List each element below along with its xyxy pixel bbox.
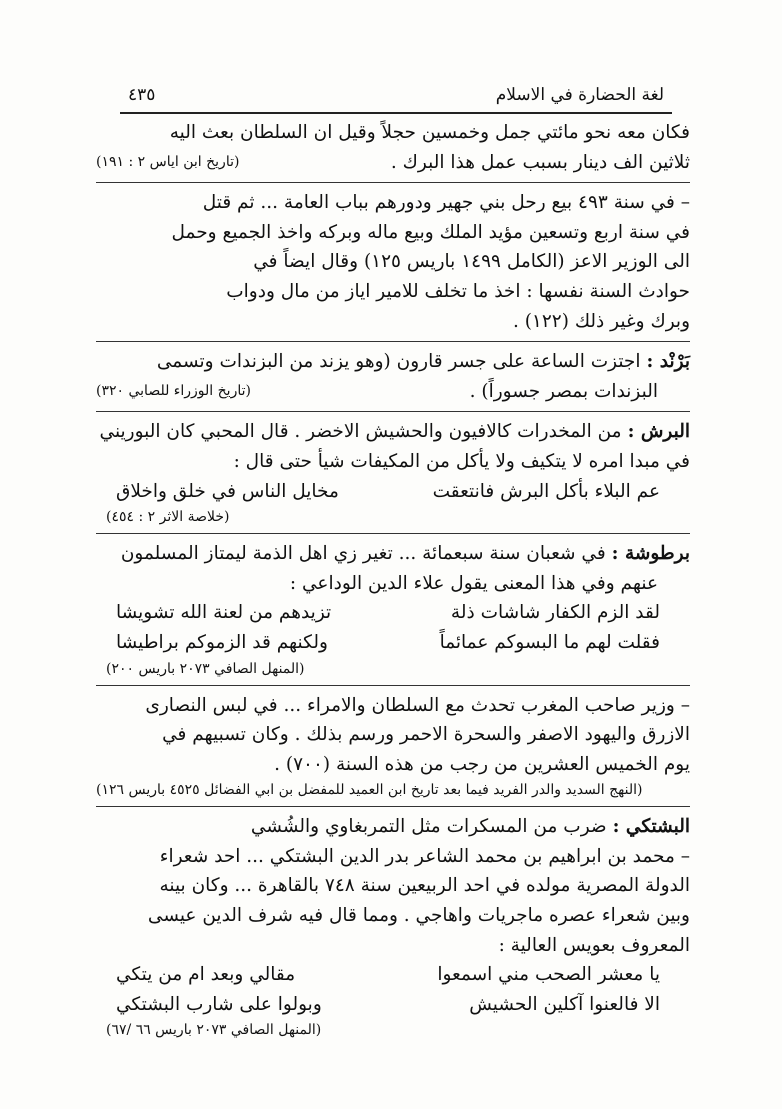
entry-barsh [96, 417, 690, 447]
separator-rule [96, 411, 690, 412]
text-line: – وزير صاحب المغرب تحدث مع السلطان والامراء ... في لبس النصارى [145, 694, 690, 716]
verse-line [96, 477, 690, 507]
verse-hemistich: مقالي وبعد ام من يتكي [116, 964, 296, 986]
entry-bashtaki [96, 812, 690, 842]
entry-term: بَرْنْد : [646, 351, 690, 373]
verse-hemistich: يا معشر الصحب مني اسمعوا [437, 964, 660, 986]
text-line: – في سنة ٤٩٣ بيع رحل بني جهير ودورهم بباب العامة ... ثم قتل [202, 192, 690, 214]
separator-rule [96, 182, 690, 183]
text-span: ثلاثين الف دينار بسبب عمل هذا البرك . [390, 151, 690, 173]
citation: (النهج السديد والدر الفريد فيما بعد تاريخ ابن العميد للمفضل بن ابي الفضائل ٤٥٢٥ باريس ١٢٦) [96, 782, 643, 799]
text-line: وبين شعراء عصره ماجريات واهاجي . ومما قال فيه شرف الدين عيسى [147, 905, 690, 927]
text-span: البزندات بمصر جسوراً) . [469, 380, 658, 402]
text-line: الازرق واليهود الاصفر والسحرة الاحمر ورسم بذلك . وكان تسبيهم في [162, 724, 690, 746]
verse-line [96, 960, 690, 990]
verse-hemistich: فقلت لهم ما البسوكم عمائماً [439, 631, 660, 653]
verse-hemistich: عم البلاء بأكل البرش فانتعقت [432, 480, 660, 502]
text-span: ضرب من المسكرات مثل التمربغاوي والشُشي [250, 816, 607, 838]
text-line: وبرك وغير ذلك (١٢٢) . [512, 310, 690, 332]
text-line [96, 377, 690, 407]
text-line: الى الوزير الاعز (الكامل ١٤٩٩ باريس ١٢٥) وقال ايضاً في [253, 251, 690, 273]
page-body [96, 118, 690, 1041]
verse-hemistich: مخايل الناس في خلق واخلاق [116, 480, 339, 502]
text-span: من المخدرات كالافيون والحشيش الاخضر . قال المحبي كان البوريني [99, 421, 622, 443]
text-line: المعروف بعويس العالية : [498, 934, 690, 956]
verse-line [96, 990, 690, 1020]
verse-line [96, 628, 690, 658]
text-span: اجتزت الساعة على جسر قارون (وهو يزند من البزندات وتسمى [156, 351, 641, 373]
citation: (خلاصة الاثر ٢ : ٤٥٤) [106, 509, 230, 526]
verse-hemistich: لقد الزم الكفار شاشات ذلة [450, 602, 660, 624]
text-line: عنهم وفي هذا المعنى يقول علاء الدين الوداعي : [289, 572, 658, 594]
entry-term: البرش : [627, 421, 690, 443]
text-line: الدولة المصرية مولده في احد الربيعين سنة ٧٤٨ بالقاهرة ... وكان بينه [159, 875, 690, 897]
entry-barand [96, 347, 690, 377]
page-number: ٤٣٥ [128, 85, 156, 105]
verse-hemistich: الا فالعنوا آكلين الحشيش [469, 993, 660, 1015]
separator-rule [96, 806, 690, 807]
entry-term: برطوشة : [611, 543, 690, 565]
text-line [96, 148, 690, 178]
reference: (تاريخ الوزراء للصابي ٣٢٠) [96, 382, 251, 399]
entry-term: البشتكي : [612, 816, 690, 838]
running-title: لغة الحضارة في الاسلام [495, 85, 664, 105]
separator-rule [96, 685, 690, 686]
text-line: يوم الخميس العشرين من رجب من هذه السنة (٧٠٠) . [274, 753, 690, 775]
verse-hemistich: وبولوا على شارب البشتكي [116, 993, 322, 1015]
entry-bartusha [96, 539, 690, 569]
citation: (المنهل الصافي ٢٠٧٣ باريس ٦٦ /٦٧) [106, 1022, 322, 1039]
separator-rule [96, 533, 690, 534]
text-line: – محمد بن ابراهيم بن محمد الشاعر بدر الدين البشتكي ... احد شعراء [159, 845, 690, 867]
verse-hemistich: تزيدهم من لعنة الله تشويشا [116, 602, 332, 624]
verse-hemistich: ولكنهم قد الزموكم براطيشا [116, 631, 328, 653]
text-line: حوادث السنة نفسها : اخذ ما تخلف للامير اياز من مال ودواب [226, 280, 690, 302]
separator-rule [96, 341, 690, 342]
page-header [128, 82, 664, 108]
reference: (تاريخ ابن اياس ٢ : ١٩١) [96, 153, 240, 170]
text-line: في مبدا امره لا يتكيف ولا يأكل من المكيفات شيأً حتى قال : [233, 450, 690, 472]
text-span: في شعبان سنة سبعمائة ... تغير زي اهل الذمة ليمتاز المسلمون [120, 543, 606, 565]
verse-line [96, 598, 690, 628]
header-rule [120, 112, 672, 114]
citation: (المنهل الصافي ٢٠٧٣ باريس ٢٠٠) [106, 660, 305, 677]
text-line: في سنة اربع وتسعين مؤيد الملك وبيع ماله وبركه واخذ الجميع وحمل [171, 221, 690, 243]
text-line: فكان معه نحو مائتي جمل وخمسين حجلاً وقيل ان السلطان بعث اليه [169, 122, 690, 143]
